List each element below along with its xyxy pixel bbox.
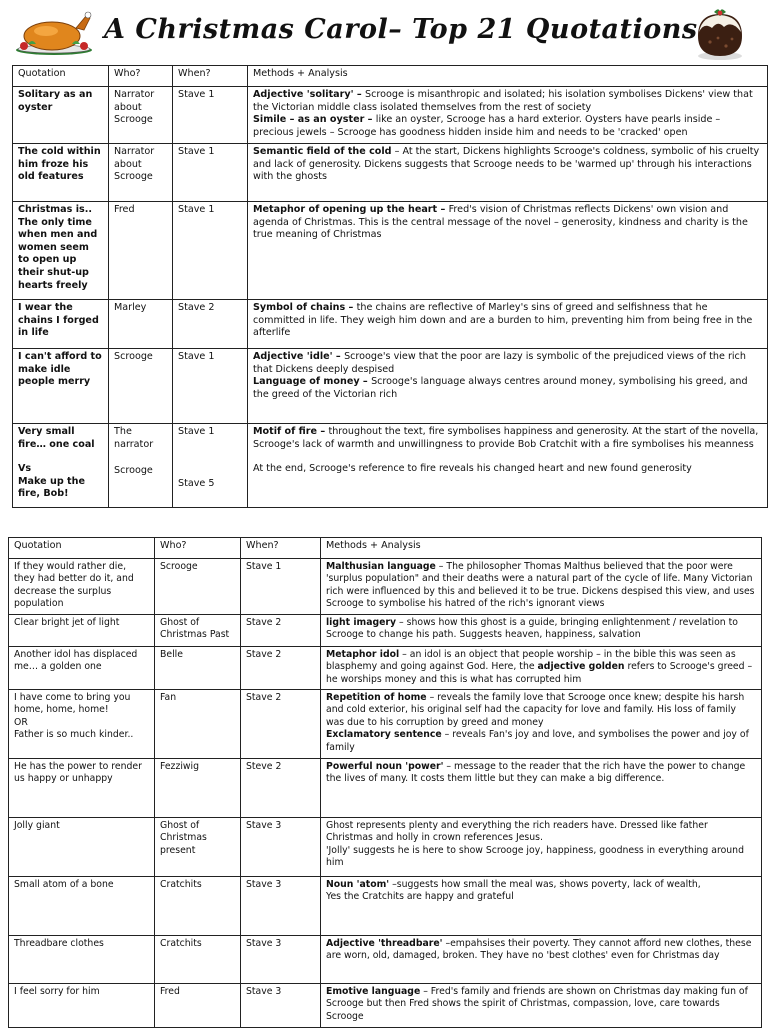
when-cell: Stave 3 bbox=[241, 877, 321, 936]
analysis-cell bbox=[321, 936, 762, 984]
table-row bbox=[9, 984, 762, 1028]
quotation-cell bbox=[9, 690, 155, 759]
who-text-2: Scrooge bbox=[114, 465, 153, 477]
header-quotation: Quotation bbox=[9, 538, 155, 559]
when-cell: Stave 2 bbox=[241, 615, 321, 647]
table-row bbox=[9, 647, 762, 690]
header-who: Who? bbox=[155, 538, 241, 559]
analysis-term: Metaphor of opening up the heart – bbox=[253, 204, 449, 215]
roast-turkey-icon bbox=[14, 6, 94, 56]
analysis-cell bbox=[321, 615, 762, 647]
quotation-cell: Clear bright jet of light bbox=[9, 615, 155, 647]
quotation-cell: Christmas is.. The only time when men and women seem to open up their shut-up hearts freely bbox=[13, 202, 109, 300]
who-cell: Belle bbox=[155, 647, 241, 690]
when-text: Stave 1 bbox=[178, 426, 215, 437]
analysis-text: – reveals the family love that Scrooge once knew; despite his harsh and cold exterior, his original self had the capacity for love and family. His loss of family was due to his corruption by greed and money bbox=[326, 692, 745, 728]
or-label: OR bbox=[14, 716, 28, 728]
analysis-term: Motif of fire – bbox=[253, 426, 329, 437]
analysis-cell bbox=[321, 877, 762, 936]
analysis-cell bbox=[248, 87, 768, 144]
analysis-text: – At the start, Dickens highlights Scrooge's coldness, symbolic of his cruelty and lack of generosity. Dickens suggests that Scrooge needs to be 'warmed up' through his interactions with the ghosts bbox=[253, 146, 760, 183]
analysis-term: Powerful noun 'power' bbox=[326, 761, 444, 772]
who-cell: Ghost of Christmas present bbox=[155, 818, 241, 877]
quotation-text-2: Make up the fire, Bob! bbox=[18, 475, 85, 500]
quotation-text-2: Father is so much kinder.. bbox=[14, 729, 134, 741]
analysis-text: – an idol is an object that people worship – in the bible this was seen as blasphemy and going against God. Here, the bbox=[326, 649, 736, 673]
analysis-cell bbox=[321, 984, 762, 1028]
when-cell: Stave 3 bbox=[241, 984, 321, 1028]
who-cell: Fred bbox=[155, 984, 241, 1028]
when-cell: Stave 1 bbox=[173, 87, 248, 144]
analysis-text: –suggests how small the meal was, shows poverty, lack of wealth, bbox=[389, 879, 701, 890]
christmas-pudding-icon bbox=[690, 2, 750, 62]
quotations-table-2 bbox=[8, 537, 762, 1028]
who-cell: Ghost of Christmas Past bbox=[155, 615, 241, 647]
analysis-text: – reveals Fan's joy and love, and symbolises the power and joy of family bbox=[326, 729, 749, 753]
table-row bbox=[9, 690, 762, 759]
when-cell: Stave 1 bbox=[173, 202, 248, 300]
analysis-cell bbox=[248, 300, 768, 349]
header-analysis: Methods + Analysis bbox=[248, 66, 768, 87]
analysis-text: – Fred's family and friends are shown on Christmas day making fun of Scrooge but then Fred shows the spirit of Christmas, compassion, love, care towards Scrooge bbox=[326, 986, 748, 1022]
quotation-cell: I wear the chains I forged in life bbox=[13, 300, 109, 349]
table-row bbox=[13, 144, 768, 202]
who-cell: Scrooge bbox=[109, 349, 173, 424]
when-cell: Stave 3 bbox=[241, 936, 321, 984]
analysis-text-2: At the end, Scrooge's reference to fire reveals his changed heart and new found generosity bbox=[253, 463, 692, 475]
quotation-cell: Solitary as an oyster bbox=[13, 87, 109, 144]
analysis-term: Simile – as an oyster – bbox=[253, 114, 376, 126]
analysis-cell bbox=[248, 349, 768, 424]
analysis-text: Fred's vision of Christmas reflects Dickens' own vision and agenda of Christmas. This is the central message of the novel – generosity, kindness and charity is the true meaning of Christmas bbox=[253, 204, 748, 241]
analysis-cell bbox=[321, 690, 762, 759]
when-cell bbox=[173, 424, 248, 508]
analysis-cell bbox=[248, 202, 768, 300]
when-cell: Stave 2 bbox=[241, 690, 321, 759]
quotation-cell: The cold within him froze his old features bbox=[13, 144, 109, 202]
header-when: When? bbox=[241, 538, 321, 559]
table-row bbox=[9, 759, 762, 818]
table-row bbox=[13, 300, 768, 349]
when-cell: Stave 2 bbox=[241, 647, 321, 690]
when-text-2: Stave 5 bbox=[178, 477, 215, 489]
analysis-term: Adjective 'solitary' – bbox=[253, 89, 366, 100]
table-row bbox=[9, 615, 762, 647]
who-cell: Scrooge bbox=[155, 559, 241, 615]
analysis-cell bbox=[248, 144, 768, 202]
analysis-term: light imagery bbox=[326, 617, 397, 628]
quotation-text: I have come to bring you home, home, home! bbox=[14, 692, 131, 716]
title-bar bbox=[0, 0, 768, 64]
table-header-row bbox=[9, 538, 762, 559]
table-row bbox=[9, 559, 762, 615]
analysis-text: like an oyster, Scrooge has a hard exterior. Oysters have pearls inside – precious jewels – Scrooge has goodness hidden inside him and needs to be 'cracked' open bbox=[253, 114, 721, 138]
when-cell: Stave 1 bbox=[173, 144, 248, 202]
page-title: A Christmas Carol– Top 21 Quotations bbox=[104, 14, 698, 45]
analysis-text: Scrooge's view that the poor are lazy is symbolic of the prejudiced views of the rich that Dickens deeply despised bbox=[253, 351, 746, 375]
analysis-cell bbox=[321, 559, 762, 615]
quotation-cell: Another idol has displaced me… a golden one bbox=[9, 647, 155, 690]
analysis-cell bbox=[321, 759, 762, 818]
quotation-cell: I can't afford to make idle people merry bbox=[13, 349, 109, 424]
analysis-text: throughout the text, fire symbolises happiness and generosity. At the start of the novella, Scrooge's lack of warmth and unwillingness to provide Bob Cratchit with a fire symbolises his meanness bbox=[253, 426, 759, 450]
analysis-term: Adjective 'idle' – bbox=[253, 351, 345, 362]
quotation-cell: If they would rather die, they had better do it, and decrease the surplus population bbox=[9, 559, 155, 615]
table-row bbox=[13, 424, 768, 508]
header-who: Who? bbox=[109, 66, 173, 87]
analysis-text: Scrooge's language always centres around money, symbolising his greed, and the greed of the Victorian rich bbox=[253, 376, 748, 400]
who-text: The narrator bbox=[114, 426, 154, 450]
quotation-cell: Small atom of a bone bbox=[9, 877, 155, 936]
who-cell: Cratchits bbox=[155, 936, 241, 984]
analysis-term: Emotive language bbox=[326, 986, 421, 997]
header-when: When? bbox=[173, 66, 248, 87]
analysis-cell bbox=[321, 647, 762, 690]
table-row bbox=[13, 87, 768, 144]
analysis-text: refers to Scrooge's greed – he worships money and this is what has corrupted him bbox=[326, 661, 753, 685]
analysis-text: Yes the Cratchits are happy and grateful bbox=[326, 891, 514, 903]
quotations-table-1 bbox=[12, 65, 768, 508]
when-cell: Stave 2 bbox=[173, 300, 248, 349]
analysis-term: Noun 'atom' bbox=[326, 879, 390, 890]
who-cell: Fan bbox=[155, 690, 241, 759]
who-cell: Fred bbox=[109, 202, 173, 300]
who-cell bbox=[109, 424, 173, 508]
quotation-text: Very small fire… one coal bbox=[18, 426, 95, 450]
when-cell: Steve 2 bbox=[241, 759, 321, 818]
table-row bbox=[13, 202, 768, 300]
table-header-row bbox=[13, 66, 768, 87]
when-cell: Stave 1 bbox=[173, 349, 248, 424]
analysis-text: –empahsises their poverty. They cannot afford new clothes, these are worn, old, damaged, broken. They have no 'best clothes' even for Christmas day bbox=[326, 938, 752, 962]
table-row bbox=[9, 877, 762, 936]
quotation-cell: I feel sorry for him bbox=[9, 984, 155, 1028]
table-row bbox=[9, 818, 762, 877]
analysis-cell bbox=[248, 424, 768, 508]
analysis-term: Exclamatory sentence bbox=[326, 729, 442, 741]
quotation-cell: Jolly giant bbox=[9, 818, 155, 877]
analysis-text: – message to the reader that the rich have the power to change the lives of many. It costs them little but they can make a big difference. bbox=[326, 761, 746, 785]
header-analysis: Methods + Analysis bbox=[321, 538, 762, 559]
quotation-cell: Threadbare clothes bbox=[9, 936, 155, 984]
who-cell: Fezziwig bbox=[155, 759, 241, 818]
who-cell: Narrator about Scrooge bbox=[109, 87, 173, 144]
analysis-term: Symbol of chains – bbox=[253, 302, 357, 313]
analysis-text: the chains are reflective of Marley's sins of greed and selfishness that he committed in life. They weigh him down and are a burden to him, preventing him from being free in the afterlife bbox=[253, 302, 753, 339]
analysis-text: – The philosopher Thomas Malthus believed that the poor were 'surplus population" and their deaths were a natural part of the cycle of life. Many Victorian rich were influenced by this and believed it to be true. Dickens despised this view, and uses Scrooge to symbolise his hatred of the rich's ignorant views bbox=[326, 561, 755, 610]
analysis-term: Adjective 'threadbare' bbox=[326, 938, 443, 949]
who-cell: Cratchits bbox=[155, 877, 241, 936]
table-row bbox=[9, 936, 762, 984]
analysis-cell bbox=[321, 818, 762, 877]
vs-label: Vs bbox=[18, 463, 32, 475]
who-cell: Narrator about Scrooge bbox=[109, 144, 173, 202]
analysis-term: Language of money – bbox=[253, 376, 372, 388]
header-quotation: Quotation bbox=[13, 66, 109, 87]
analysis-text: 'Jolly' suggests he is here to show Scrooge joy, happiness, goodness in everything around him bbox=[326, 844, 744, 869]
quotation-cell: He has the power to render us happy or unhappy bbox=[9, 759, 155, 818]
analysis-term: Metaphor idol bbox=[326, 649, 400, 660]
analysis-text: Scrooge is misanthropic and isolated; his isolation symbolises Dickens' view that the Victorian middle class isolated themselves from the rest of society bbox=[253, 89, 753, 113]
who-cell: Marley bbox=[109, 300, 173, 349]
analysis-term: Malthusian language bbox=[326, 561, 436, 572]
analysis-text: Ghost represents plenty and everything the rich readers have. Dressed like father Christmas and holly in crown references Jesus. bbox=[326, 820, 708, 844]
when-cell: Stave 3 bbox=[241, 818, 321, 877]
analysis-text: – shows how this ghost is a guide, bringing enlightenment / revelation to Scrooge to change his path. Suggests heaven, happiness, salvation bbox=[326, 617, 738, 641]
analysis-term: Repetition of home bbox=[326, 692, 427, 703]
when-cell: Stave 1 bbox=[241, 559, 321, 615]
analysis-term: Semantic field of the cold bbox=[253, 146, 392, 157]
table-row bbox=[13, 349, 768, 424]
quotation-cell bbox=[13, 424, 109, 508]
analysis-term: adjective golden bbox=[537, 661, 625, 673]
